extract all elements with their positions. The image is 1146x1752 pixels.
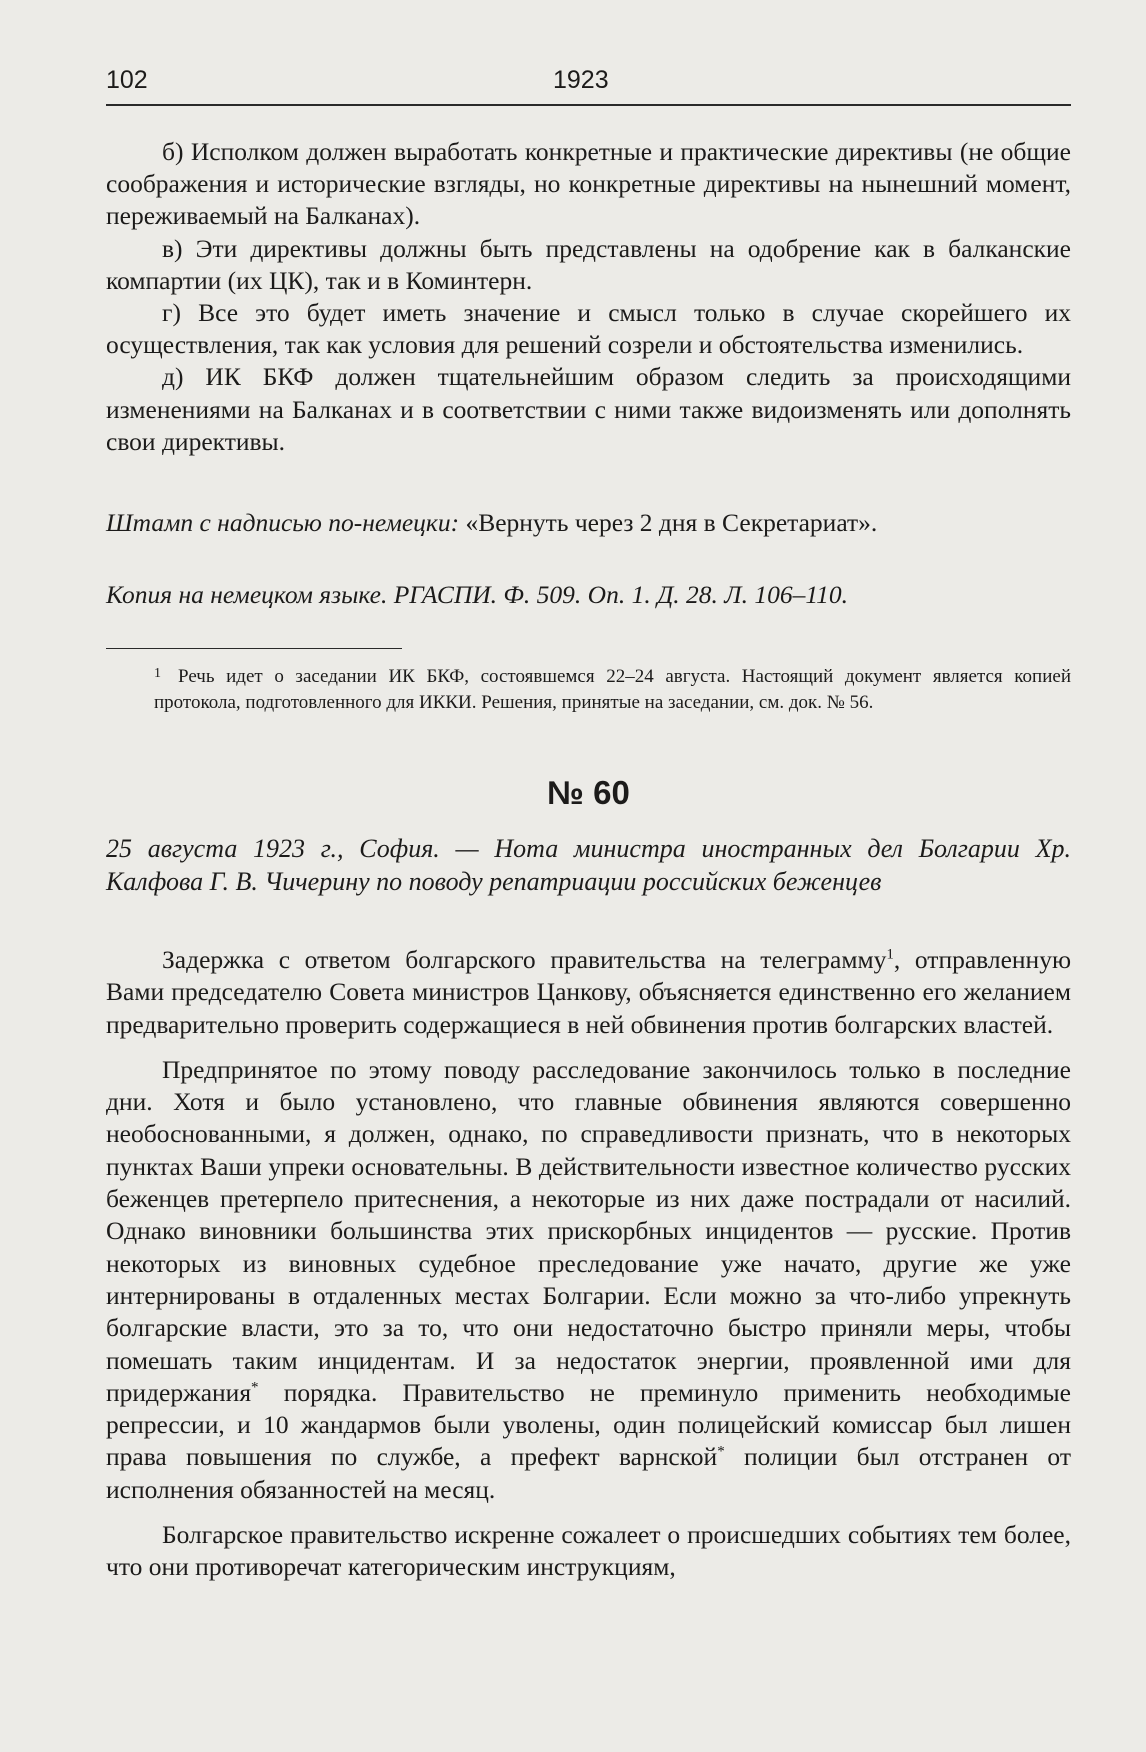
- stamp-text: «Вернуть через 2 дня в Секретариат».: [459, 508, 878, 537]
- document-title-block: [106, 832, 1071, 898]
- header-rule: [106, 104, 1071, 106]
- footnote-text: 1 Речь идет о заседании ИК БКФ, состоявшемся 22–24 августа. Настоящий документ является копией протокола, подготовленного для ИККИ. Решения, принятые на заседании, см. док. № 56.: [106, 664, 1071, 715]
- stamp-note: [106, 507, 1071, 539]
- item-v: в) Эти директивы должны быть представлены на одобрение как в балканские компартии (их ЦК), так и в Коминтерн.: [106, 233, 1071, 295]
- footnote: [106, 664, 1071, 715]
- running-year: 1923: [553, 66, 609, 94]
- archive-source: Копия на немецком языке. РГАСПИ. Ф. 509. Оп. 1. Д. 28. Л. 106–110.: [106, 580, 849, 609]
- running-header: [106, 66, 1071, 106]
- asterisk-note: *: [717, 1443, 725, 1460]
- footnote-ref: 1: [886, 946, 894, 963]
- body-paragraph-1: Задержка с ответом болгарского правительства на телеграмму$^1$, отправленную Вами председателю Совета министров Цанкову, объясняется единственно его желанием предварительно проверить содержащиеся в ней обвинения против болгарских властей.: [106, 945, 1071, 1039]
- page-number: 102: [106, 66, 148, 94]
- footnote-rule: [106, 648, 402, 649]
- item-d: д) ИК БКФ должен тщательнейшим образом следить за происходящими изменениями на Балканах и в соответствии с ними также видоизменять или дополнять свои директивы.: [106, 362, 1071, 456]
- document-number: № 60: [547, 774, 630, 811]
- stamp-label: Штамп с надписью по-немецки:: [106, 508, 460, 537]
- document-title: 25 августа 1923 г., София. — Нота министра иностранных дел Болгарии Хр. Калфова Г. В. Чичерину по поводу репатриации российских беженцев: [106, 834, 1071, 896]
- item-b: б) Исполком должен выработать конкретные и практические директивы (не общие соображения и исторические взгляды, но конкретные директивы на нынешний момент, переживаемый на Балканах).: [106, 137, 1071, 231]
- body-paragraph-2: Предпринятое по этому поводу расследование закончилось только в последние дни. Хотя и было установлено, что главные обвинения являются совершенно необоснованными, я должен, однако, по справедливости признать, что в некоторых пунктах Ваши упреки основательны. В действительности известное количество русских беженцев претерпело притеснения, а некоторые из них даже пострадали от насилий. Однако виновники большинства этих прискорбных инцидентов — русские. Против некоторых из виновных судебное преследование уже начато, другие же уже интернированы в отдаленных местах Болгарии. Если можно за что-либо упрекнуть болгарские власти, это за то, что они недостаточно быстро приняли меры, чтобы помешать таким инцидентам. И за недостаток энергии, проявленной ими для придержания* порядка. Правительство не преминуло применить необходимые репрессии, и 10 жандармов были уволены, один полицейский комиссар был лишен права повышения по службе, а префект варнской* полиции был отстранен от исполнения обязанностей на месяц.: [106, 1054, 1071, 1504]
- body-paragraph-3: Болгарское правительство искренне сожалеет о происшедших событиях тем более, что они противоречат категорическим инструкциям,: [106, 1520, 1071, 1582]
- directives-list: [106, 136, 1071, 458]
- footnote-marker: 1: [154, 666, 161, 681]
- item-g: г) Все это будет иметь значение и смысл только в случае скорейшего их осуществления, так как условия для решений созрели и обстоятельства изменились.: [106, 298, 1071, 360]
- document-body: [106, 944, 1071, 1584]
- asterisk-note: *: [251, 1379, 259, 1396]
